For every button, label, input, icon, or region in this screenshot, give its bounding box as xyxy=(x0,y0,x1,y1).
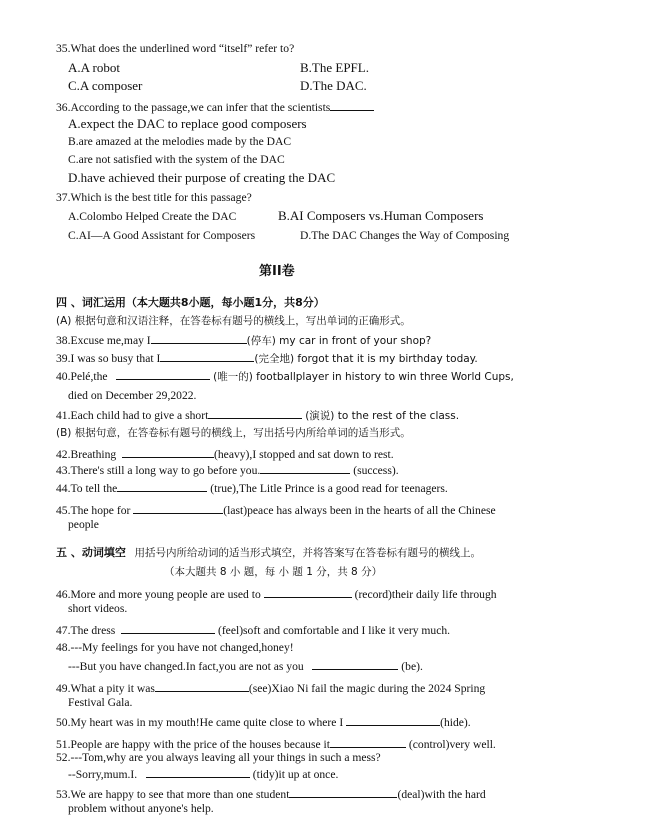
section-4-heading: 四 、词汇运用（本大题共8小题，每小题1分，共8分） xyxy=(56,296,325,309)
q50-text-start: 50.My heart was in my mouth!He came quite close to where I xyxy=(56,716,344,729)
q50-text-end: (hide). xyxy=(440,716,471,729)
q43-text-start: 43.There's still a long way to go before you. xyxy=(56,464,261,477)
question-40 xyxy=(56,368,514,385)
question-35-stem: 35.What does the underlined word “itself” refer to? xyxy=(56,42,295,55)
question-52-line-1: 52.---Tom,why are you always leaving all your things in such a mess? xyxy=(56,751,381,764)
answer-blank xyxy=(155,680,249,692)
q36-option-a: A.expect the DAC to replace good composers xyxy=(68,116,307,131)
section-4-part-b-instruction: (B) 根据句意，在答卷标有题号的横线上，写出括号内所给单词的适当形式。 xyxy=(56,427,411,439)
q36-option-b: B.are amazed at the melodies made by the DAC xyxy=(68,135,292,148)
q52-text-start: --Sorry,mum.I. xyxy=(68,768,138,781)
q37-option-a: A.Colombo Helped Create the DAC xyxy=(68,210,237,223)
answer-blank xyxy=(121,622,215,634)
answer-blank xyxy=(264,586,352,598)
q35-option-d: D.The DAC. xyxy=(300,78,367,93)
q40-text-start: 40.Pelé,the xyxy=(56,370,108,383)
question-45 xyxy=(56,502,496,518)
answer-blank xyxy=(289,786,397,798)
question-48-line-1: 48.---My feelings for you have not changed,honey! xyxy=(56,641,294,654)
question-40-continued: died on December 29,2022. xyxy=(68,389,197,402)
question-53-continued: problem without anyone's help. xyxy=(68,802,214,815)
q49-text-start: 49.What a pity it was xyxy=(56,682,155,695)
question-42 xyxy=(56,446,394,462)
question-36-text: 36.According to the passage,we can infer that the scientists xyxy=(56,101,331,114)
q37-option-c: C.AI—A Good Assistant for Composers xyxy=(68,229,256,242)
answer-blank xyxy=(260,462,350,474)
q41-text-start: 41.Each child had to give a short xyxy=(56,409,209,422)
question-45-continued: people xyxy=(68,518,99,531)
q48-text-end: (be). xyxy=(401,660,423,673)
q38-text-end: (停车) my car in front of your shop? xyxy=(246,335,432,347)
q46-text-start: 46.More and more young people are used to xyxy=(56,588,261,601)
q39-text-start: 39.I was so busy that I xyxy=(56,352,161,365)
answer-blank xyxy=(122,446,214,458)
question-37-stem: 37.Which is the best title for this passage? xyxy=(56,191,252,204)
question-48-line-2 xyxy=(68,658,423,674)
section-5-points: （本大题共 8 小 题，每 小 题 1 分，共 8 分） xyxy=(164,566,383,578)
q47-text-end: (feel)soft and comfortable and I like it very much. xyxy=(217,624,451,637)
q52-text-end: (tidy)it up at once. xyxy=(252,768,339,781)
section-4-part-a-instruction: (A) 根据句意和汉语注释，在答卷标有题号的横线上，写出单词的正确形式。 xyxy=(56,315,411,327)
q45-text-start: 45.The hope for xyxy=(56,504,131,517)
answer-blank xyxy=(133,502,223,514)
q37-option-b: B.AI Composers vs.Human Composers xyxy=(278,208,484,223)
answer-blank xyxy=(160,350,254,362)
q43-text-end: (success). xyxy=(353,464,399,477)
q47-text-start: 47.The dress xyxy=(56,624,116,637)
answer-blank xyxy=(117,480,207,492)
q40-text-end: (唯一的) footballplayer in history to win three World Cups, xyxy=(213,371,514,383)
question-39 xyxy=(56,350,478,367)
q35-option-b: B.The EPFL. xyxy=(300,60,369,75)
question-36-stem xyxy=(56,99,374,115)
answer-blank xyxy=(146,766,250,778)
question-44 xyxy=(56,480,448,496)
q36-option-c: C.are not satisfied with the system of the DAC xyxy=(68,153,285,166)
question-52-line-2 xyxy=(68,766,338,782)
question-49 xyxy=(56,680,485,696)
answer-blank xyxy=(151,332,247,344)
answer-blank xyxy=(208,407,302,419)
q37-option-d: D.The DAC Changes the Way of Composing xyxy=(300,229,510,242)
section-5-instruction: 用括号内所给动词的适当形式填空，并将答案写在答卷标有题号的横线上。 xyxy=(134,547,482,559)
question-50 xyxy=(56,714,471,730)
question-43 xyxy=(56,462,399,478)
q53-text-end: (deal)with the hard xyxy=(397,788,486,801)
q44-text-start: 44.To tell the xyxy=(56,482,118,495)
question-46 xyxy=(56,586,497,602)
q36-option-d: D.have achieved their purpose of creating the DAC xyxy=(68,170,336,185)
q49-text-end: (see)Xiao Ni fail the magic during the 2024 Spring xyxy=(248,682,486,695)
q45-text-end: (last)peace has always been in the hearts of all the Chinese xyxy=(223,504,496,517)
q39-text-end: (完全地) forgot that it is my birthday today. xyxy=(254,353,478,365)
q35-option-c: C.A composer xyxy=(68,78,143,93)
section-5-heading: 五 、动词填空 xyxy=(56,546,126,559)
q35-option-a: A.A robot xyxy=(68,60,120,75)
q51-text-start: 51.People are happy with the price of the houses because it xyxy=(56,738,330,751)
question-46-continued: short videos. xyxy=(68,602,128,615)
question-38 xyxy=(56,332,431,349)
question-47 xyxy=(56,622,450,638)
answer-blank xyxy=(330,99,374,111)
answer-blank xyxy=(346,714,440,726)
question-53 xyxy=(56,786,486,802)
section-5-header xyxy=(56,545,481,561)
answer-blank xyxy=(312,658,398,670)
question-41 xyxy=(56,407,459,424)
q42-text-end: (heavy),I stopped and sat down to rest. xyxy=(214,448,394,461)
q51-text-end: (control)very well. xyxy=(408,738,496,751)
q41-text-end: (演说) to the rest of the class. xyxy=(305,410,460,422)
part-two-title: 第II卷 xyxy=(259,264,295,279)
q46-text-end: (record)their daily life through xyxy=(354,588,497,601)
answer-blank xyxy=(330,736,406,748)
q42-text-start: 42.Breathing xyxy=(56,448,117,461)
question-49-continued: Festival Gala. xyxy=(68,696,133,709)
q48-text-start: ---But you have changed.In fact,you are not as you xyxy=(68,660,304,673)
q53-text-start: 53.We are happy to see that more than one student xyxy=(56,788,290,801)
q44-text-end: (true),The Litle Prince is a good read for teenagers. xyxy=(210,482,448,495)
answer-blank xyxy=(116,368,210,380)
q38-text-start: 38.Excuse me,may I xyxy=(56,334,151,347)
